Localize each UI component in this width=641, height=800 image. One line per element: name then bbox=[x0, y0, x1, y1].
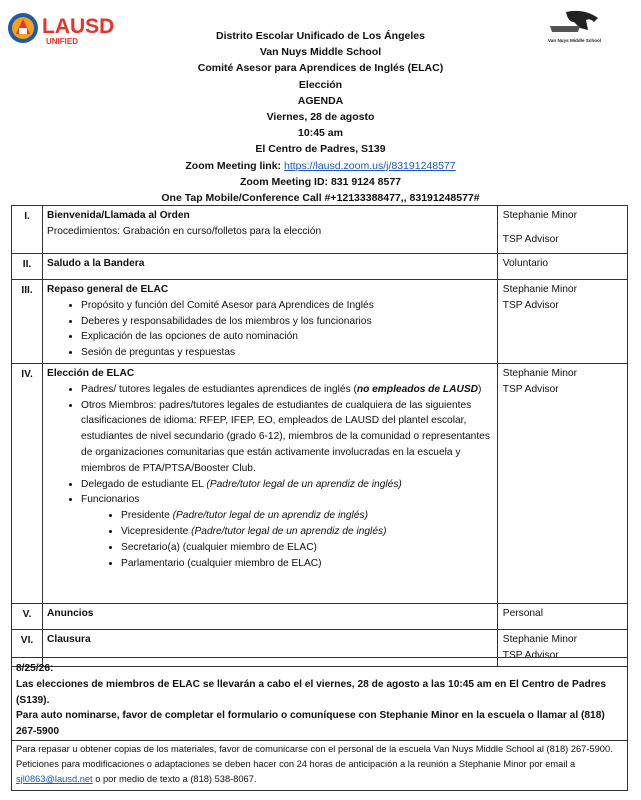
note-date: 8/25/26: bbox=[16, 663, 54, 674]
item-owner: Stephanie Minor bbox=[502, 633, 577, 645]
note-election-info: Las elecciones de miembros de ELAC se llevarán a cabo el el viernes, 28 de agosto a las 10:45 am en El Centro de Padres (S139). bbox=[16, 678, 607, 706]
item-owner-role: TSP Advisor bbox=[502, 299, 559, 311]
agenda-row bbox=[12, 603, 628, 629]
meeting-time: 10:45 am bbox=[298, 127, 343, 140]
meeting-date: Viernes, 28 de agosto bbox=[266, 111, 375, 124]
item-number: I. bbox=[12, 206, 43, 254]
document-title: AGENDA bbox=[297, 94, 344, 107]
contact-footer bbox=[11, 741, 628, 791]
item-number: V. bbox=[12, 603, 43, 629]
list-item: • Otros Miembros: padres/tutores legales de estudiantes de cualquiera de las siguientes clasificaciones de idioma: RFEP, IFEP, EO, empleados de LAUSD del plantel escolar, estudiantes de nivel secundario (grado 6-12), miembros de la comunidad o representantes de organizaciones comunitarias que están activamente involucradas en la escuela y miembros de PTA/PTSA/Booster Club. bbox=[81, 398, 493, 477]
item-number: II. bbox=[12, 254, 43, 280]
list-item: • Deberes y responsabilidades de los miembros y los funcionarios bbox=[81, 314, 493, 330]
list-item: • Delegado de estudiante EL (Padre/tutor legal de un aprendiz de inglés) bbox=[81, 477, 493, 493]
meeting-location: El Centro de Padres, S139 bbox=[255, 143, 386, 156]
officer-item: • Parlamentario (cualquier miembro de ELAC) bbox=[121, 556, 493, 572]
zoom-link-label: Zoom Meeting link: bbox=[185, 159, 284, 172]
item-number: IV. bbox=[12, 363, 43, 603]
item-detail: Procedimientos: Grabación en curso/folletos para la elección bbox=[47, 225, 322, 237]
zoom-meeting-id: Zoom Meeting ID: 831 9124 8577 bbox=[239, 175, 402, 188]
lausd-logo-text: LAUSD bbox=[42, 15, 115, 38]
election-note bbox=[11, 657, 628, 741]
officer-item: • Secretario(a) (cualquier miembro de ELAC) bbox=[121, 540, 493, 556]
note-nomination-info: Para auto nominarse, favor de completar el formulario o comuníquese con Stephanie Minor en la escuela o llamar al (818) 267-5900 bbox=[16, 710, 605, 738]
bullet-list bbox=[47, 382, 493, 572]
item-title: Repaso general de ELAC bbox=[47, 284, 169, 295]
item-title: Bienvenida/Llamada al Orden bbox=[47, 210, 190, 221]
agenda-row bbox=[12, 363, 628, 603]
school-logo-text: Van Nuys Middle School bbox=[548, 38, 602, 43]
email-link[interactable]: sjl0863@lausd.net bbox=[16, 774, 93, 784]
officer-item: • Vicepresidente (Padre/tutor legal de un aprendiz de inglés) bbox=[121, 524, 493, 540]
zoom-link-row bbox=[0, 158, 641, 174]
lausd-logo-subtext: UNIFIED bbox=[46, 37, 78, 46]
one-tap-mobile: One Tap Mobile/Conference Call #+12133388477,, 83191248577# bbox=[161, 192, 480, 205]
list-item: • Explicación de las opciones de auto nominación bbox=[81, 329, 493, 345]
agenda-row bbox=[12, 280, 628, 364]
officer-item: • Presidente (Padre/tutor legal de un aprendiz de inglés) bbox=[121, 508, 493, 524]
footer-text: Para repasar u obtener copias de los materiales, favor de comunicarse con el personal de la escuela Van Nuys Middle School al (818) 267-5900. Peticiones para modificaciones o adaptaciones se deben hacer con 24 horas de anticipación a la reunión a Stephanie Minor por email a bbox=[16, 744, 613, 769]
item-owner: Stephanie Minor bbox=[502, 367, 577, 379]
item-owner-role: TSP Advisor bbox=[502, 649, 559, 661]
item-owner: Stephanie Minor bbox=[502, 284, 577, 295]
school-name: Van Nuys Middle School bbox=[259, 46, 382, 59]
meeting-type: Elección bbox=[298, 78, 343, 91]
item-owner-role: TSP Advisor bbox=[502, 383, 559, 395]
district-name: Distrito Escolar Unificado de Los Ángeles bbox=[216, 30, 425, 42]
agenda-row bbox=[12, 206, 628, 254]
list-item: • Sesión de preguntas y respuestas bbox=[81, 345, 493, 361]
committee-name: Comité Asesor para Aprendices de Inglés (ELAC) bbox=[197, 62, 444, 75]
zoom-link[interactable]: https://lausd.zoom.us/j/83191248577 bbox=[283, 159, 456, 172]
item-number: III. bbox=[12, 280, 43, 364]
footer-text-end: o por medio de texto a (818) 538-8067. bbox=[92, 774, 257, 784]
item-owner: Personal bbox=[502, 607, 543, 619]
bullet-list bbox=[47, 298, 493, 361]
list-item: • Propósito y función del Comité Asesor para Aprendices de Inglés bbox=[81, 298, 493, 314]
emphasis-text: (Padre/tutor legal de un aprendiz de inglés) bbox=[206, 478, 402, 490]
list-item: • Padres/ tutores legales de estudiantes aprendices de inglés (no empleados de LAUSD) bbox=[81, 382, 493, 398]
agenda-table bbox=[11, 205, 628, 667]
officer-list bbox=[81, 508, 493, 571]
list-item: • Funcionarios • Presidente (Padre/tutor legal de un aprendiz de inglés) • Vicepresidente (Padre/tutor legal de un aprendiz de inglés) • Secretario(a) (cualquier miembro de ELAC) • Parlamentario (cualquier miembro de ELAC) bbox=[81, 492, 493, 571]
emphasis-text: no empleados de LAUSD bbox=[356, 383, 478, 395]
item-owner: Stephanie Minor bbox=[502, 210, 577, 221]
item-number: VI. bbox=[12, 629, 43, 666]
item-owner: Voluntario bbox=[502, 258, 549, 269]
item-title: Anuncios bbox=[47, 607, 94, 619]
agenda-header bbox=[0, 28, 641, 206]
item-title: Saludo a la Bandera bbox=[47, 258, 145, 269]
item-owner-role: TSP Advisor bbox=[502, 233, 559, 245]
agenda-row bbox=[12, 254, 628, 280]
item-title: Clausura bbox=[47, 633, 91, 645]
item-title: Elección de ELAC bbox=[47, 367, 135, 379]
